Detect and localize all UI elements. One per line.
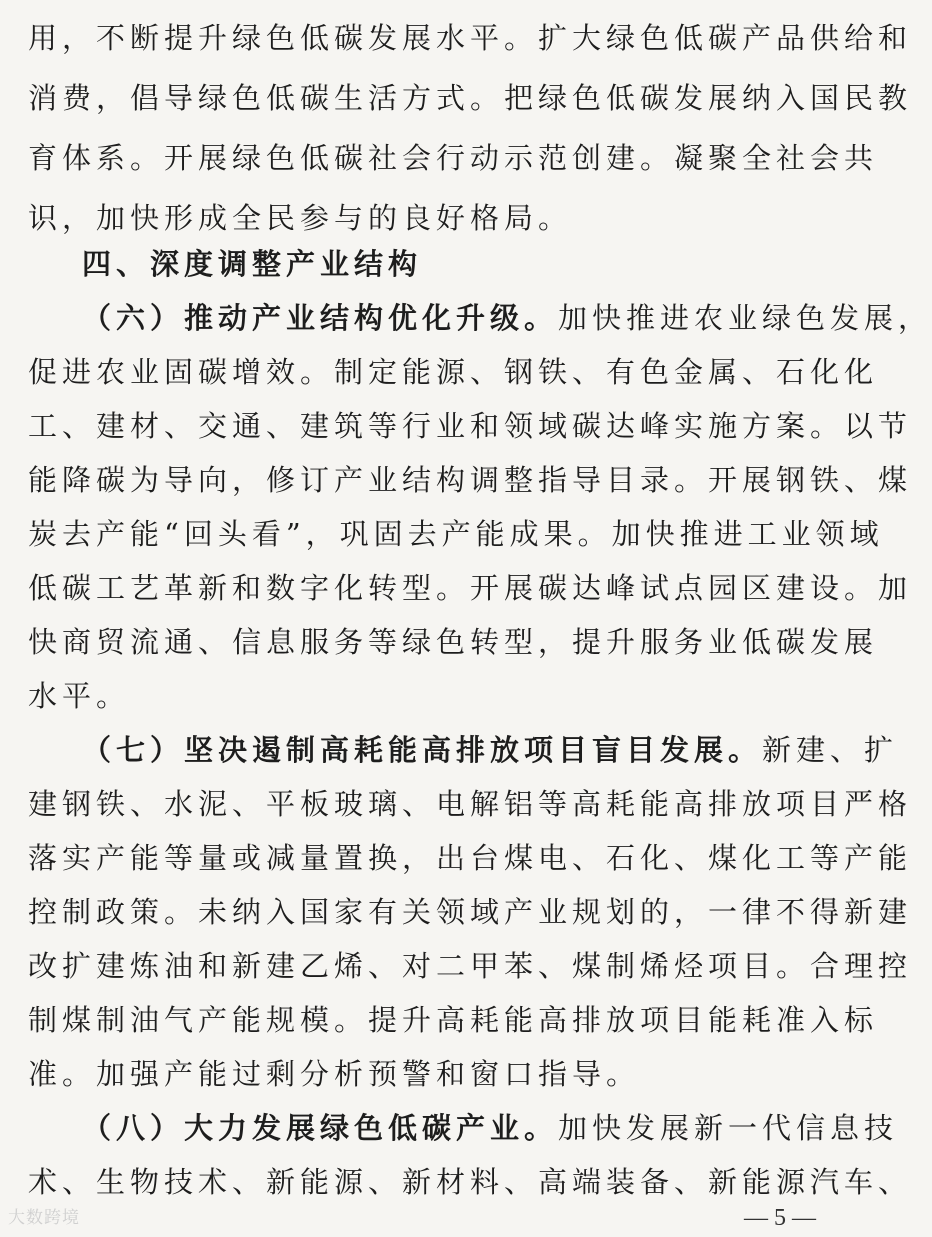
paragraph-first-line [82,730,899,770]
text-line: 识，加快形成全民参与的良好格局。 [28,201,573,235]
text-line: 控制政策。未纳入国家有关领域产业规划的，一律不得新建 [28,895,913,929]
paragraph-first-line [82,1108,899,1148]
text-line: 促进农业固碳增效。制定能源、钢铁、有色金属、石化化 [28,355,879,389]
text-line: 水平。 [28,679,131,713]
paragraph-first-line [82,298,932,338]
paragraph-lead-text: 加快推进农业绿色发展， [558,301,932,335]
text-line: 工、建材、交通、建筑等行业和领域碳达峰实施方案。以节 [28,409,913,443]
subsection-title: （八）大力发展绿色低碳产业。 [82,1111,559,1145]
text-line: 低碳工艺革新和数字化转型。开展碳达峰试点园区建设。加 [28,571,913,605]
subsection-title: （七）坚决遏制高耗能高排放项目盲目发展。 [82,733,763,767]
text-line: 术、生物技术、新能源、新材料、高端装备、新能源汽车、 [28,1165,913,1199]
paragraph-lead-text: 新建、扩 [762,733,899,767]
page-number: — 5 — [744,1205,816,1231]
text-line: 落实产能等量或减量置换，出台煤电、石化、煤化工等产能 [28,841,913,875]
text-line: 建钢铁、水泥、平板玻璃、电解铝等高耗能高排放项目严格 [28,787,913,821]
watermark-text: 大数跨境 [8,1208,80,1228]
paragraph-lead-text: 加快发展新一代信息技 [558,1111,899,1145]
text-line: 育体系。开展绿色低碳社会行动示范创建。凝聚全社会共 [28,141,879,175]
text-line: 炭去产能“回头看”，巩固去产能成果。加快推进工业领域 [28,517,884,551]
section-heading: 四、深度调整产业结构 [82,247,423,281]
text-line: 准。加强产能过剩分析预警和窗口指导。 [28,1057,641,1091]
text-line: 消费，倡导绿色低碳生活方式。把绿色低碳发展纳入国民教 [28,81,913,115]
text-line: 能降碳为导向，修订产业结构调整指导目录。开展钢铁、煤 [28,463,913,497]
text-line: 改扩建炼油和新建乙烯、对二甲苯、煤制烯烃项目。合理控 [28,949,913,983]
subsection-title: （六）推动产业结构优化升级。 [82,301,559,335]
text-line: 用，不断提升绿色低碳发展水平。扩大绿色低碳产品供给和 [28,21,913,55]
text-line: 快商贸流通、信息服务等绿色转型，提升服务业低碳发展 [28,625,879,659]
text-line: 制煤制油气产能规模。提升高耗能高排放项目能耗准入标 [28,1003,879,1037]
